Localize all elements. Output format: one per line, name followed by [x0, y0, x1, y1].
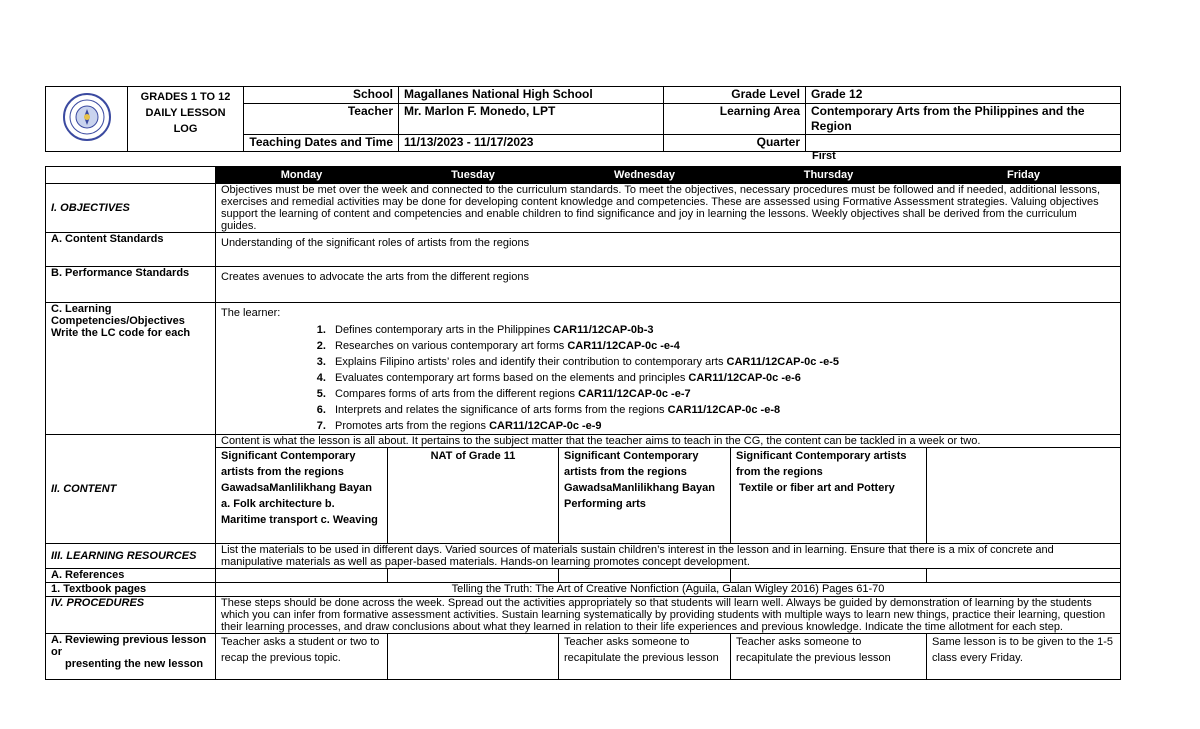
review-label-line-1: A. Reviewing previous lesson or [51, 634, 207, 658]
review-friday: Same lesson is to be given to the 1-5 class every Friday. [927, 634, 1121, 680]
content-thursday [731, 448, 927, 544]
content-tuesday: NAT of Grade 11 [388, 448, 559, 544]
content-thursday-line-1: Significant Contemporary artists from the regions [736, 450, 907, 478]
review-thursday: Teacher asks someone to recapitulate the previous lesson [731, 634, 927, 680]
day-header-blank [46, 167, 216, 184]
review-tuesday [388, 634, 559, 680]
content-standards-value: Understanding of the significant roles of artists from the regions [216, 233, 1121, 267]
content-standards-label: A. Content Standards [46, 233, 216, 267]
resources-note: List the materials to be used in different days. Varied sources of materials sustain children’s interest in the lesson and in learning. Ensure that there is a mix of concrete and manipulative materials as well as paper-based materials. Hands-on learning promotes concept development. [216, 544, 1121, 569]
day-tuesday: Tuesday [388, 167, 559, 184]
competencies-label-line-2: Write the LC code for each [51, 327, 191, 339]
competencies-label [46, 303, 216, 435]
textbook-value: Telling the Truth: The Art of Creative Nonfiction (Aguila, Galan Wigley 2016) Pages 61-70 [216, 583, 1121, 597]
resources-row [46, 544, 1121, 569]
content-thursday-line-2: Textile or fiber art and Pottery [736, 482, 895, 494]
teacher-label: Teacher [244, 104, 399, 135]
content-note: Content is what the lesson is all about. It pertains to the subject matter that the teacher aims to teach in the CG, the content can be tackled in a week or two. [216, 435, 1121, 448]
learning-area-label: Learning Area [664, 104, 806, 135]
content-wednesday: Significant Contemporary artists from the regions GawadsaManlilikhang Bayan Performing arts [559, 448, 731, 544]
quarter-cell [806, 135, 1121, 162]
competency-item: 6. Interprets and relates the significance of arts forms from the regions CAR11/12CAP-0c -e-8 [329, 402, 1115, 418]
teacher-value: Mr. Marlon F. Monedo, LPT [399, 104, 664, 135]
competency-item: 4. Evaluates contemporary art forms based on the elements and principles CAR11/12CAP-0c -e-6 [329, 370, 1115, 386]
review-monday: Teacher asks a student or two to recap the previous topic. [216, 634, 388, 680]
competency-item: 5. Compares forms of arts from the different regions CAR11/12CAP-0c -e-7 [329, 386, 1115, 402]
competency-item: 3. Explains Filipino artists’ roles and identify their contribution to contemporary arts CAR11/12CAP-0c -e-5 [329, 354, 1115, 370]
day-monday: Monday [216, 167, 388, 184]
procedures-label: IV. PROCEDURES [46, 597, 216, 634]
day-friday: Friday [927, 167, 1121, 184]
references-tuesday [388, 569, 559, 583]
objectives-row [46, 184, 1121, 233]
competencies-label-line-1: C. Learning Competencies/Objectives [51, 303, 185, 327]
learner-intro: The learner: [221, 307, 281, 319]
content-note-row [46, 435, 1121, 448]
review-label [46, 634, 216, 680]
objectives-note: Objectives must be met over the week and connected to the curriculum standards. To meet the objectives, necessary procedures must be followed and if needed, additional lessons, exercises and remedial activities may be done for developing content knowledge and competencies. These are assessed using Formative Assessment strategies. Valuing objectives support the learning of content and competencies and enable children to find significance and joy in learning the lessons. Weekly objectives shall be derived from the curriculum guides. [216, 184, 1121, 233]
competencies-row [46, 303, 1121, 435]
learning-area-value: Contemporary Arts from the Philippines and the Region [806, 104, 1121, 135]
title-line-2: DAILY LESSON LOG [145, 107, 226, 135]
header-table [45, 86, 1121, 162]
day-thursday: Thursday [731, 167, 927, 184]
deped-seal-icon [59, 92, 115, 142]
title-line-1: GRADES 1 TO 12 [140, 91, 231, 103]
competency-item: 7. Promotes arts from the regions CAR11/12CAP-0c -e-9 [329, 418, 1115, 434]
references-friday [927, 569, 1121, 583]
procedures-row [46, 597, 1121, 634]
content-standards-row [46, 233, 1121, 267]
school-label: School [244, 87, 399, 104]
dates-label: Teaching Dates and Time [244, 135, 399, 152]
dates-value: 11/13/2023 - 11/17/2023 [399, 135, 664, 152]
references-thursday [731, 569, 927, 583]
content-friday [927, 448, 1121, 544]
review-label-line-2: presenting the new lesson [65, 658, 204, 670]
review-wednesday: Teacher asks someone to recapitulate the previous lesson [559, 634, 731, 680]
day-header-row [46, 167, 1121, 184]
competency-item: 2. Researches on various contemporary art forms CAR11/12CAP-0c -e-4 [329, 338, 1115, 354]
performance-standards-value: Creates avenues to advocate the arts from the different regions [216, 267, 1121, 303]
references-label: A. References [46, 569, 216, 583]
review-row [46, 634, 1121, 680]
objectives-label: I. OBJECTIVES [46, 184, 216, 233]
content-label: II. CONTENT [46, 435, 216, 544]
resources-label: III. LEARNING RESOURCES [46, 544, 216, 569]
day-wednesday: Wednesday [559, 167, 731, 184]
grade-level-value: Grade 12 [806, 87, 1121, 104]
textbook-label: 1. Textbook pages [46, 583, 216, 597]
lesson-log-table [45, 166, 1121, 680]
performance-standards-label: B. Performance Standards [46, 267, 216, 303]
procedures-note: These steps should be done across the week. Spread out the activities appropriately so that students will learn well. Always be guided by demonstration of learning by the students which you can infer from formative assessment activities. Sustain learning systematically by providing students with multiple ways to learn new things, practice their learning, question their learning processes, and draw conclusions about what they learned in relation to their life experiences and previous knowledge. Indicate the time allotment for each step. [216, 597, 1121, 634]
quarter-label: Quarter [664, 135, 806, 152]
references-wednesday [559, 569, 731, 583]
references-monday [216, 569, 388, 583]
school-value: Magallanes National High School [399, 87, 664, 104]
performance-standards-row [46, 267, 1121, 303]
competencies-list [216, 303, 1121, 435]
textbook-row [46, 583, 1121, 597]
competency-item: 1. Defines contemporary arts in the Philippines CAR11/12CAP-0b-3 [329, 322, 1115, 338]
content-monday: Significant Contemporary artists from the regions GawadsaManlilikhang Bayan a. Folk architecture b. Maritime transport c. Weaving [216, 448, 388, 544]
grade-level-label: Grade Level [664, 87, 806, 104]
quarter-value: First [812, 150, 836, 162]
references-row [46, 569, 1121, 583]
competencies-ol [221, 322, 1115, 434]
log-title [128, 87, 244, 152]
deped-seal [46, 87, 128, 152]
